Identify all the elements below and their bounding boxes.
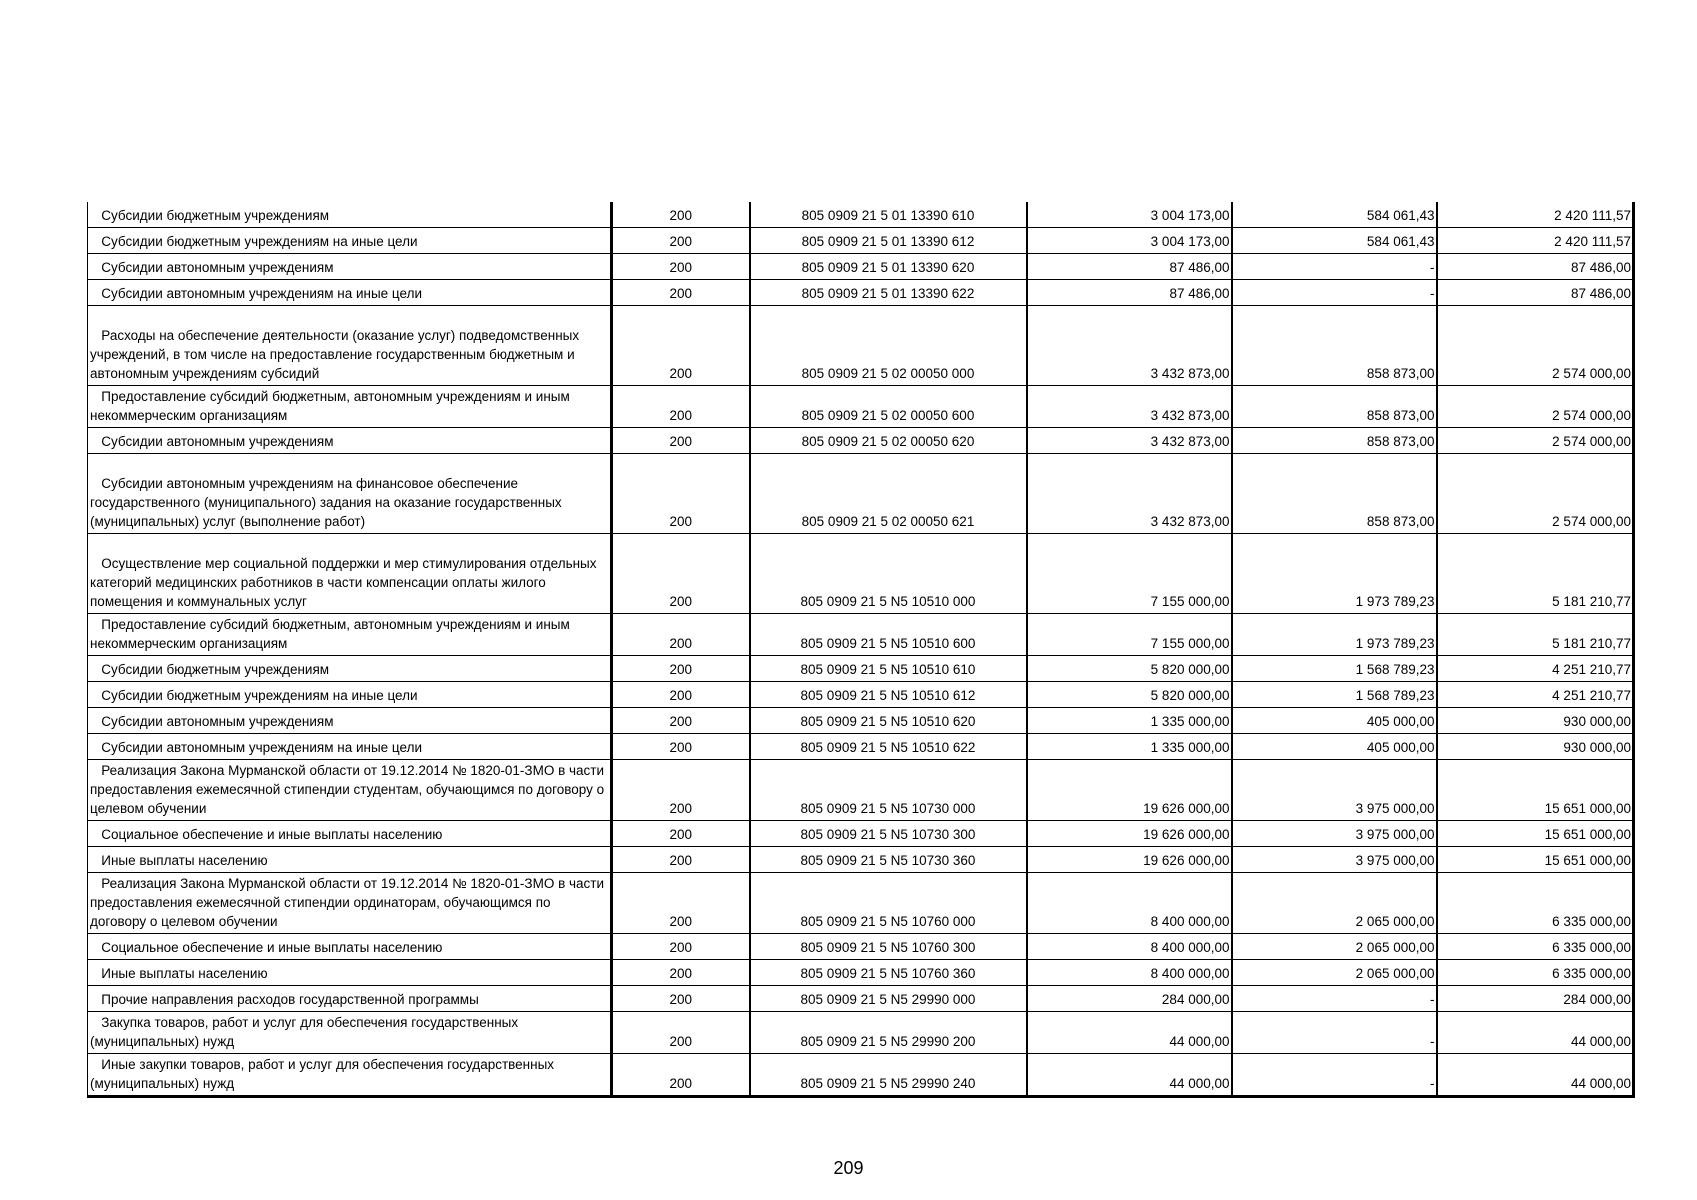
row-kbk-cell: 805 0909 21 5 N5 29990 200 — [750, 1011, 1027, 1053]
row-name-cell: Реализация Закона Мурманской области от 19.12.2014 № 1820-01-ЗМО в части предоставления ежемесячной стипендии ординаторам, обучающимся по договору о целевом обучении — [88, 872, 612, 933]
row-approved-cell: 87 486,00 — [1027, 253, 1232, 279]
row-name-cell: Субсидии автономным учреждениям — [88, 707, 612, 733]
table-row — [88, 681, 1634, 707]
row-name-cell: Иные выплаты населению — [88, 959, 612, 985]
row-code-cell: 200 — [612, 253, 750, 279]
row-kbk-cell: 805 0909 21 5 N5 10730 000 — [750, 759, 1027, 820]
row-executed-cell: 2 065 000,00 — [1232, 959, 1437, 985]
row-name-cell: Субсидии автономным учреждениям на финансовое обеспечение государственного (муниципального) задания на оказание государственных (муниципальных) услуг (выполнение работ) — [88, 453, 612, 533]
row-name-cell: Закупка товаров, работ и услуг для обеспечения государственных (муниципальных) нужд — [88, 1011, 612, 1053]
row-name-cell: Субсидии бюджетным учреждениям на иные цели — [88, 227, 612, 253]
row-kbk-cell: 805 0909 21 5 N5 10510 600 — [750, 613, 1027, 655]
row-remaining-cell: 2 420 111,57 — [1437, 227, 1634, 253]
row-executed-cell: 1 568 789,23 — [1232, 655, 1437, 681]
row-code-cell: 200 — [612, 1011, 750, 1053]
row-remaining-cell: 15 651 000,00 — [1437, 820, 1634, 846]
table-row — [88, 279, 1634, 305]
table-row — [88, 385, 1634, 427]
row-code-cell: 200 — [612, 1053, 750, 1096]
row-remaining-cell: 4 251 210,77 — [1437, 681, 1634, 707]
row-kbk-cell: 805 0909 21 5 N5 10730 360 — [750, 846, 1027, 872]
row-code-cell: 200 — [612, 427, 750, 453]
row-executed-cell: - — [1232, 253, 1437, 279]
row-remaining-cell: 87 486,00 — [1437, 253, 1634, 279]
row-kbk-cell: 805 0909 21 5 01 13390 622 — [750, 279, 1027, 305]
row-code-cell: 200 — [612, 733, 750, 759]
row-name-cell: Предоставление субсидий бюджетным, автономным учреждениям и иным некоммерческим организациям — [88, 613, 612, 655]
row-kbk-cell: 805 0909 21 5 01 13390 612 — [750, 227, 1027, 253]
row-remaining-cell: 6 335 000,00 — [1437, 959, 1634, 985]
row-remaining-cell: 2 574 000,00 — [1437, 453, 1634, 533]
row-name-cell: Иные выплаты населению — [88, 846, 612, 872]
row-code-cell: 200 — [612, 305, 750, 385]
row-executed-cell: 3 975 000,00 — [1232, 820, 1437, 846]
row-approved-cell: 7 155 000,00 — [1027, 533, 1232, 613]
row-approved-cell: 5 820 000,00 — [1027, 655, 1232, 681]
table-row — [88, 933, 1634, 959]
row-executed-cell: - — [1232, 1053, 1437, 1096]
table-row — [88, 253, 1634, 279]
row-kbk-cell: 805 0909 21 5 N5 29990 000 — [750, 985, 1027, 1011]
row-approved-cell: 8 400 000,00 — [1027, 933, 1232, 959]
row-remaining-cell: 2 574 000,00 — [1437, 305, 1634, 385]
row-approved-cell: 1 335 000,00 — [1027, 733, 1232, 759]
table-row — [88, 655, 1634, 681]
table-row — [88, 846, 1634, 872]
table-row — [88, 1011, 1634, 1053]
row-approved-cell: 3 004 173,00 — [1027, 202, 1232, 227]
table-row — [88, 733, 1634, 759]
row-remaining-cell: 284 000,00 — [1437, 985, 1634, 1011]
row-kbk-cell: 805 0909 21 5 N5 10760 300 — [750, 933, 1027, 959]
row-code-cell: 200 — [612, 759, 750, 820]
row-code-cell: 200 — [612, 933, 750, 959]
row-name-cell: Расходы на обеспечение деятельности (оказание услуг) подведомственных учреждений, в том числе на предоставление государственным бюджетным и автономным учреждениям субсидий — [88, 305, 612, 385]
row-executed-cell: 584 061,43 — [1232, 202, 1437, 227]
row-name-cell: Субсидии автономным учреждениям — [88, 253, 612, 279]
row-kbk-cell: 805 0909 21 5 02 00050 600 — [750, 385, 1027, 427]
row-code-cell: 200 — [612, 453, 750, 533]
row-remaining-cell: 930 000,00 — [1437, 733, 1634, 759]
row-executed-cell: 405 000,00 — [1232, 707, 1437, 733]
row-kbk-cell: 805 0909 21 5 02 00050 620 — [750, 427, 1027, 453]
row-executed-cell: 1 973 789,23 — [1232, 613, 1437, 655]
table-row — [88, 820, 1634, 846]
row-remaining-cell: 5 181 210,77 — [1437, 533, 1634, 613]
row-remaining-cell: 87 486,00 — [1437, 279, 1634, 305]
table-row — [88, 202, 1634, 227]
row-executed-cell: 405 000,00 — [1232, 733, 1437, 759]
row-code-cell: 200 — [612, 385, 750, 427]
row-name-cell: Субсидии бюджетным учреждениям — [88, 202, 612, 227]
row-name-cell: Субсидии автономным учреждениям на иные цели — [88, 279, 612, 305]
row-kbk-cell: 805 0909 21 5 N5 10510 612 — [750, 681, 1027, 707]
row-kbk-cell: 805 0909 21 5 02 00050 000 — [750, 305, 1027, 385]
row-code-cell: 200 — [612, 846, 750, 872]
row-approved-cell: 3 432 873,00 — [1027, 305, 1232, 385]
row-remaining-cell: 2 574 000,00 — [1437, 385, 1634, 427]
table-row — [88, 427, 1634, 453]
row-code-cell: 200 — [612, 985, 750, 1011]
row-approved-cell: 19 626 000,00 — [1027, 820, 1232, 846]
row-approved-cell: 87 486,00 — [1027, 279, 1232, 305]
row-approved-cell: 5 820 000,00 — [1027, 681, 1232, 707]
row-remaining-cell: 4 251 210,77 — [1437, 655, 1634, 681]
table-row — [88, 613, 1634, 655]
row-approved-cell: 19 626 000,00 — [1027, 759, 1232, 820]
row-kbk-cell: 805 0909 21 5 N5 29990 240 — [750, 1053, 1027, 1096]
page-number: 209 — [833, 1158, 864, 1178]
row-executed-cell: - — [1232, 985, 1437, 1011]
row-name-cell: Предоставление субсидий бюджетным, автономным учреждениям и иным некоммерческим организациям — [88, 385, 612, 427]
row-code-cell: 200 — [612, 227, 750, 253]
row-kbk-cell: 805 0909 21 5 01 13390 620 — [750, 253, 1027, 279]
row-kbk-cell: 805 0909 21 5 N5 10510 000 — [750, 533, 1027, 613]
row-kbk-cell: 805 0909 21 5 N5 10510 610 — [750, 655, 1027, 681]
row-name-cell: Субсидии автономным учреждениям — [88, 427, 612, 453]
row-remaining-cell: 44 000,00 — [1437, 1053, 1634, 1096]
row-kbk-cell: 805 0909 21 5 N5 10510 620 — [750, 707, 1027, 733]
row-remaining-cell: 15 651 000,00 — [1437, 759, 1634, 820]
row-kbk-cell: 805 0909 21 5 N5 10760 000 — [750, 872, 1027, 933]
row-executed-cell: 3 975 000,00 — [1232, 759, 1437, 820]
row-approved-cell: 1 335 000,00 — [1027, 707, 1232, 733]
row-name-cell: Субсидии бюджетным учреждениям — [88, 655, 612, 681]
row-remaining-cell: 44 000,00 — [1437, 1011, 1634, 1053]
row-code-cell: 200 — [612, 655, 750, 681]
row-name-cell: Реализация Закона Мурманской области от 19.12.2014 № 1820-01-ЗМО в части предоставления ежемесячной стипендии студентам, обучающимся по договору о целевом обучении — [88, 759, 612, 820]
table-row — [88, 759, 1634, 820]
row-remaining-cell: 5 181 210,77 — [1437, 613, 1634, 655]
row-code-cell: 200 — [612, 279, 750, 305]
table-row — [88, 305, 1634, 385]
row-code-cell: 200 — [612, 872, 750, 933]
row-approved-cell: 44 000,00 — [1027, 1011, 1232, 1053]
row-executed-cell: 2 065 000,00 — [1232, 933, 1437, 959]
row-approved-cell: 3 432 873,00 — [1027, 427, 1232, 453]
table-row — [88, 872, 1634, 933]
row-executed-cell: 858 873,00 — [1232, 305, 1437, 385]
row-code-cell: 200 — [612, 202, 750, 227]
table-row — [88, 959, 1634, 985]
row-approved-cell: 19 626 000,00 — [1027, 846, 1232, 872]
row-executed-cell: - — [1232, 279, 1437, 305]
table-row — [88, 227, 1634, 253]
row-approved-cell: 3 432 873,00 — [1027, 385, 1232, 427]
row-code-cell: 200 — [612, 959, 750, 985]
table-row — [88, 1053, 1634, 1096]
row-executed-cell: 2 065 000,00 — [1232, 872, 1437, 933]
row-code-cell: 200 — [612, 820, 750, 846]
budget-table-body — [88, 202, 1634, 1096]
row-code-cell: 200 — [612, 613, 750, 655]
row-name-cell: Субсидии автономным учреждениям на иные цели — [88, 733, 612, 759]
table-row — [88, 707, 1634, 733]
row-executed-cell: 858 873,00 — [1232, 453, 1437, 533]
row-kbk-cell: 805 0909 21 5 01 13390 610 — [750, 202, 1027, 227]
table-row — [88, 985, 1634, 1011]
budget-table — [87, 202, 1635, 1098]
table-row — [88, 533, 1634, 613]
row-kbk-cell: 805 0909 21 5 N5 10510 622 — [750, 733, 1027, 759]
row-approved-cell: 8 400 000,00 — [1027, 959, 1232, 985]
row-approved-cell: 3 432 873,00 — [1027, 453, 1232, 533]
row-executed-cell: 858 873,00 — [1232, 385, 1437, 427]
row-name-cell: Иные закупки товаров, работ и услуг для обеспечения государственных (муниципальных) нужд — [88, 1053, 612, 1096]
row-kbk-cell: 805 0909 21 5 N5 10760 360 — [750, 959, 1027, 985]
row-name-cell: Прочие направления расходов государственной программы — [88, 985, 612, 1011]
row-executed-cell: 1 973 789,23 — [1232, 533, 1437, 613]
row-approved-cell: 44 000,00 — [1027, 1053, 1232, 1096]
row-executed-cell: 584 061,43 — [1232, 227, 1437, 253]
row-remaining-cell: 930 000,00 — [1437, 707, 1634, 733]
row-name-cell: Осуществление мер социальной поддержки и мер стимулирования отдельных категорий медицинских работников в части компенсации оплаты жилого помещения и коммунальных услуг — [88, 533, 612, 613]
row-code-cell: 200 — [612, 681, 750, 707]
row-remaining-cell: 2 420 111,57 — [1437, 202, 1634, 227]
row-remaining-cell: 6 335 000,00 — [1437, 872, 1634, 933]
row-name-cell: Социальное обеспечение и иные выплаты населению — [88, 820, 612, 846]
row-executed-cell: 3 975 000,00 — [1232, 846, 1437, 872]
row-kbk-cell: 805 0909 21 5 N5 10730 300 — [750, 820, 1027, 846]
row-remaining-cell: 15 651 000,00 — [1437, 846, 1634, 872]
row-approved-cell: 8 400 000,00 — [1027, 872, 1232, 933]
row-approved-cell: 3 004 173,00 — [1027, 227, 1232, 253]
row-executed-cell: - — [1232, 1011, 1437, 1053]
row-code-cell: 200 — [612, 533, 750, 613]
row-name-cell: Субсидии бюджетным учреждениям на иные цели — [88, 681, 612, 707]
row-name-cell: Социальное обеспечение и иные выплаты населению — [88, 933, 612, 959]
row-remaining-cell: 6 335 000,00 — [1437, 933, 1634, 959]
row-executed-cell: 858 873,00 — [1232, 427, 1437, 453]
row-approved-cell: 7 155 000,00 — [1027, 613, 1232, 655]
row-kbk-cell: 805 0909 21 5 02 00050 621 — [750, 453, 1027, 533]
row-approved-cell: 284 000,00 — [1027, 985, 1232, 1011]
table-row — [88, 453, 1634, 533]
row-code-cell: 200 — [612, 707, 750, 733]
budget-table-sheet — [87, 202, 1633, 1098]
row-remaining-cell: 2 574 000,00 — [1437, 427, 1634, 453]
row-executed-cell: 1 568 789,23 — [1232, 681, 1437, 707]
